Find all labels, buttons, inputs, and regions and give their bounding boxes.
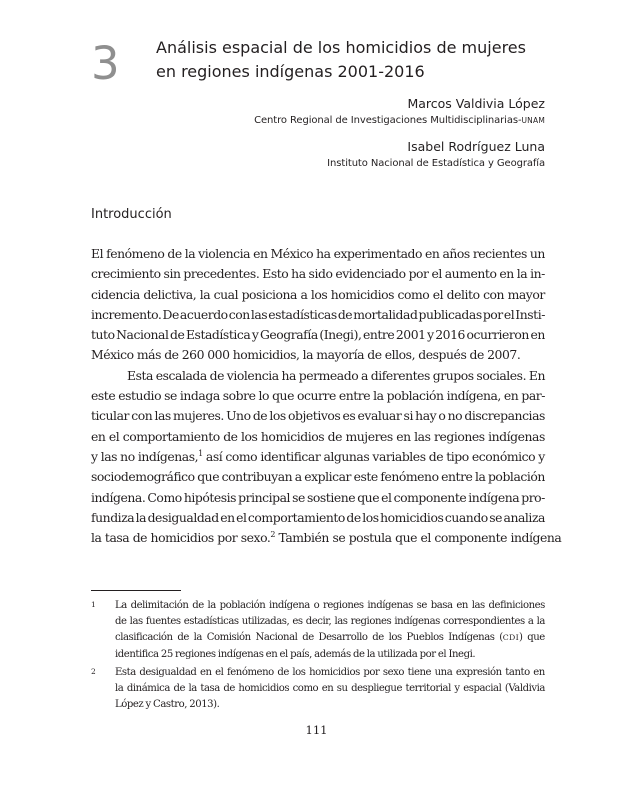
- paragraph-line: indígena. Como hipótesis principal se sostiene que el componente indígena pro-: [91, 489, 545, 505]
- paragraph-line: México más de 260 000 homicidios, la mayoría de ellos, después de 2007.: [91, 347, 521, 363]
- footnote-line: Esta desigualdad en el fenómeno de los homicidios por sexo tiene una expresión tanto en: [115, 666, 545, 678]
- paragraph: [91, 244, 545, 366]
- paragraph-line: en el comportamiento de los homicidios de mujeres en las regiones indígenas: [91, 428, 545, 444]
- paragraph-line: tuto Nacional de Estadística y Geografía (Inegi), entre 2001 y 2016 ocurrieron en: [91, 327, 545, 343]
- author-name: Isabel Rodríguez Luna: [407, 139, 545, 154]
- paragraph-line: crecimiento sin precedentes. Esto ha sido evidenciado por el aumento en la in-: [91, 266, 545, 282]
- chapter-number: 3: [91, 37, 120, 90]
- paragraph-line: cidencia delictiva, la cual posiciona a los homicidios como el delito con mayor: [91, 286, 545, 302]
- footnote-line: de las fuentes estadísticas utilizadas, es decir, las regiones indígenas correspondientes a la: [115, 616, 545, 628]
- paragraph-line: Esta escalada de violencia ha permeado a diferentes grupos sociales. En: [127, 367, 545, 383]
- author-name: Marcos Valdivia López: [407, 96, 545, 111]
- footnote-line: López y Castro, 2013).: [115, 699, 220, 711]
- page-number: 111: [305, 723, 328, 737]
- chapter-title-line: en regiones indígenas 2001-2016: [156, 62, 425, 81]
- paragraph-line: fundiza la desigualdad en el comportamiento de los homicidios cuando se analiza: [91, 509, 545, 525]
- footnote-line: La delimitación de la población indígena o regiones indígenas se basa en las definiciones: [115, 600, 545, 611]
- footnote-divider: [91, 590, 181, 591]
- footnote-line: identifica 25 regiones indígenas en el país, además de la utilizada por el Inegi.: [115, 648, 476, 660]
- chapter-title: [156, 36, 576, 84]
- chapter-title-line: Análisis espacial de los homicidios de mujeres: [156, 38, 526, 57]
- footnote: [91, 598, 545, 663]
- section-heading: Introducción: [91, 207, 172, 222]
- paragraph-line: este estudio se indaga sobre lo que ocurre entre la población indígena, en par-: [91, 388, 545, 404]
- footnote: [91, 665, 545, 714]
- paragraph-line: y las no indígenas,$^1$ así como identificar algunas variables de tipo económico y: [91, 448, 545, 464]
- paragraph-line: ticular con las mujeres. Uno de los objetivos es evaluar si hay o no discrepancias: [91, 408, 545, 424]
- affiliation-text: Centro Regional de Investigaciones Multidisciplinarias-: [254, 115, 522, 126]
- body-text: [91, 244, 562, 548]
- author-block: [254, 95, 545, 172]
- footnote-line: clasificación de la Comisión Nacional de Desarrollo de los Pueblos Indígenas (CDI) que: [115, 632, 545, 644]
- author-affiliation: [254, 113, 545, 129]
- footnote-line: la dinámica de la tasa de homicidios como en su despliegue territorial y espacial (Valdivia: [115, 683, 545, 695]
- affiliation-acronym: UNAM: [521, 116, 545, 125]
- footnote-marker: 2: [91, 666, 96, 676]
- paragraph-line: sociodemográfico que contribuyan a explicar este fenómeno entre la población: [91, 469, 545, 485]
- author-affiliation: Instituto Nacional de Estadística y Geografía: [327, 158, 545, 169]
- footnote-marker: 1: [91, 600, 96, 609]
- paragraph-line: El fenómeno de la violencia en México ha experimentado en años recientes un: [91, 246, 545, 261]
- paragraph-line: la tasa de homicidios por sexo.$^2$ También se postula que el componente indígena: [91, 530, 562, 546]
- paragraph-line: incremento. De acuerdo con las estadísticas de mortalidad publicadas por el Insti-: [91, 306, 545, 322]
- paragraph: [91, 366, 562, 549]
- footnotes: [91, 598, 545, 715]
